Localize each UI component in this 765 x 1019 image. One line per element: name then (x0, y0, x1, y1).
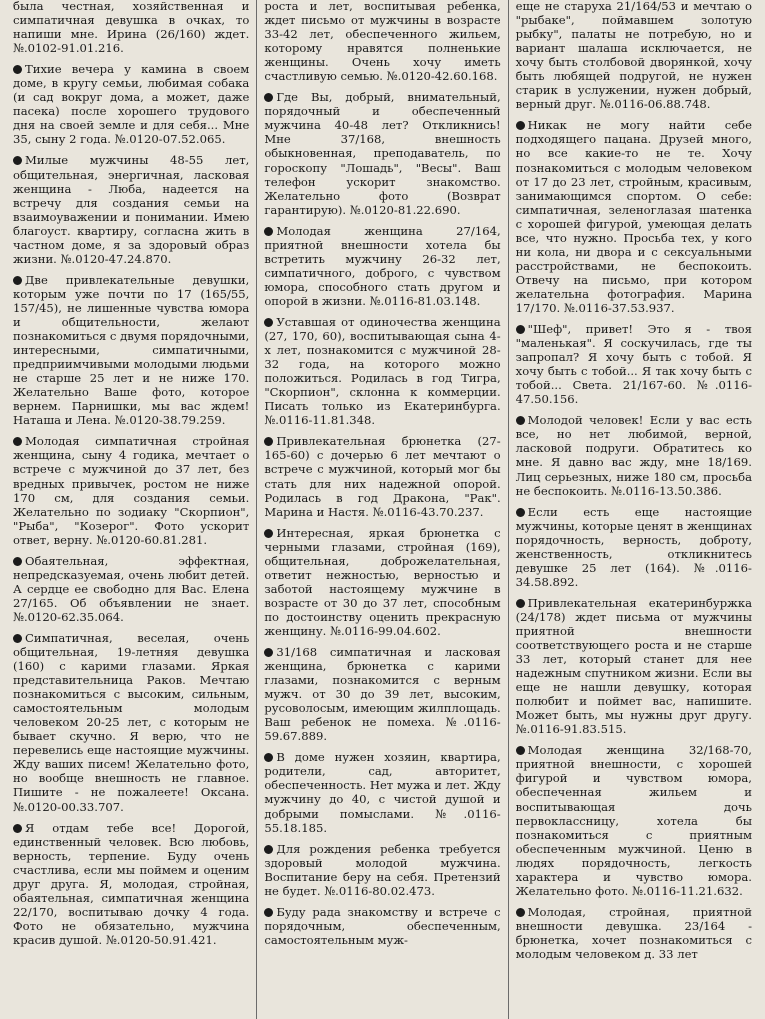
ad-text: Никак не могу найти себе подходящего пацана. Друзей много, но все какие-то не те. Хочу познакомиться с молодым человеком от 17 до 23 лет, стройным, красивым, занимающимся спортом. О себе: симпатичная, зеленоглазая шатенка с хорошей фигурой, умеющая делать все, что нужно. Просьба тех, у кого ни кола, ни двора и с сексуальными расстройствами, не беспокоить. Отвечу на письмо, при котором желательна фотография. Марина 17/170. №.0116-37.53.937. (515, 118, 752, 315)
personal-ad (516, 905, 752, 961)
ad-text: Молодая, стройная, приятной внешности девушка. 23/164 - брюнетка, хочет познакомиться с молодым человеком д. 33 лет (515, 904, 752, 961)
ad-text: Привлекательная брюнетка (27-165-60) с дочерью 6 лет мечтают о встрече с мужчиной, который мог бы стать для них надежной опорой. Родилась в год Дракона, "Рак". Марина и Настя. №.0116-43.70.237. (264, 434, 501, 519)
ad-text: Две привлекательные девушки, которым уже почти по 17 (165/55, 157/45), не лишенные чувства юмора и общительности, желают познакомиться с двумя порядочными, интересными, симпатичными, предприимчивыми молодыми людьми не старше 25 лет и не ниже 170. Желательно Ваше фото, которое вернем. Парнишки, мы вас ждем! Наташа и Лена. №.0120-38.79.259. (13, 272, 250, 428)
personal-ad (13, 153, 249, 265)
bullet-icon (13, 634, 22, 643)
ad-text: Если есть еще настоящие мужчины, которые ценят в женщинах порядочность, верность, доброту, женственность, откликнитесь девушке 25 лет (164). №.0116-34.58.892. (515, 504, 752, 589)
bullet-icon (516, 325, 525, 334)
ad-text: Где Вы, добрый, внимательный, порядочный и обеспеченный мужчина 40-48 лет? Откликнись! Мне 37/168, внешность обыкновенная, преподаватель, по гороскопу "Лошадь", "Весы". Ваш телефон ускорит знакомство. Желательно фото (Возврат гарантирую). №.0120-81.22.690. (264, 90, 501, 217)
ad-text: Молодая симпатичная стройная женщина, сыну 4 годика, мечтает о встрече с мужчиной до 37 лет, без вредных привычек, ростом не ниже 170 см, для создания семьи. Желательно по зодиаку "Скорпион", "Рыба", "Козерог". Фото ускорит ответ, верну. №.0120-60.81.281. (13, 434, 250, 547)
personal-ad (13, 273, 249, 428)
ad-text: Буду рада знакомству и встрече с порядочным, обеспеченным, самостоятельным муж- (264, 904, 501, 947)
personal-ad (516, 743, 752, 898)
bullet-icon (516, 121, 525, 130)
bullet-icon (264, 318, 273, 327)
personal-ad (264, 224, 500, 308)
personal-ad (264, 645, 500, 743)
ad-text: Молодая женщина 27/164, приятной внешности хотела бы встретить мужчину 26-32 лет, симпатичного, доброго, с чувством юмора, способного стать другом и опорой в жизни. №.0116-81.03.148. (264, 223, 501, 308)
ad-text: В доме нужен хозяин, квартира, родители, сад, авторитет, обеспеченность. Нет мужа и лет. Жду мужчину до 40, с чистой душой и добрыми помыслами. №.0116-55.18.185. (264, 750, 501, 835)
personal-ad (13, 62, 249, 146)
personal-ad (264, 842, 500, 898)
bullet-icon (264, 227, 273, 236)
bullet-icon (516, 416, 525, 425)
personal-ad (13, 631, 249, 814)
ad-text: Обаятельная, эффектная, непредсказуемая, очень любит детей. А сердце ее свободно для Вас. Елена 27/165. Об объявлении не знает. №.0120-62.35.064. (13, 553, 250, 624)
bullet-icon (264, 648, 273, 657)
column-left (6, 0, 257, 1019)
personal-ad (13, 554, 249, 624)
bullet-icon (13, 557, 22, 566)
ad-text: еще не старуха 21/164/53 и мечтаю о "рыбаке", поймавшем золотую рыбку", палаты не потребую, но и вариант шалаша исключается, не хочу быть столбовой дворянкой, хочу быть любящей подругой, не нужен старик в услужении, нужен добрый, верный друг. №.0116-06.88.748. (515, 0, 752, 112)
personal-ad (264, 434, 500, 518)
personal-ad (13, 821, 249, 947)
ad-text: была честная, хозяйственная и симпатичная девушка в очках, то напиши мне. Ирина (26/160) ждет. №.0102-91.01.216. (13, 0, 250, 56)
personal-ad (516, 505, 752, 589)
bullet-icon (264, 93, 273, 102)
ad-text: 31/168 симпатичная и ласковая женщина, брюнетка с карими глазами, познакомится с верным мужч. от 30 до 39 лет, высоким, русоволосым, имеющим жилплощадь. Ваш ребенок не помеха. №.0116-59.67.889. (264, 645, 501, 744)
bullet-icon (264, 753, 273, 762)
bullet-icon (264, 529, 273, 538)
bullet-icon (264, 908, 273, 917)
bullet-icon (516, 508, 525, 517)
bullet-icon (264, 845, 273, 854)
personal-ad (13, 0, 249, 55)
personal-ad (264, 905, 500, 947)
personal-ad (264, 526, 500, 638)
ad-text: Уставшая от одиночества женщина (27, 170, 60), воспитывающая сына 4-х лет, познакомится с мужчиной 28-32 года, на которого можно положиться. Родилась в год Тигра, "Скорпион", склонна к коммерции. Писать только из Екатеринбурга. №.0116-11.81.348. (264, 314, 501, 428)
personal-ad (516, 413, 752, 497)
ad-text: Милые мужчины 48-55 лет, общительная, энергичная, ласковая женщина - Люба, надеется на встречу для создания семьи на взаимоуважении и понимании. Имею благоуст. квартиру, согласна жить в частном доме, я за здоровый образ жизни. №.0120-47.24.870. (13, 153, 250, 266)
bullet-icon (13, 65, 22, 74)
column-middle (257, 0, 508, 1019)
ad-text: роста и лет, воспитывая ребенка, ждет письмо от мужчины в возрасте 33-42 лет, обеспеченного жильем, которому нравятся полненькие женщины. Очень хочу иметь счастливую семью. №.0120-42.60.168. (264, 0, 501, 84)
column-right (509, 0, 759, 1019)
personal-ad (13, 434, 249, 546)
ad-text: Привлекательная екатеринбуржка (24/178) ждет письма от мужчины приятной внешности соответствующего роста и не старше 33 лет, который станет для нее надежным спутником жизни. Если вы еще не нашли девушку, которая полюбит и поймет вас, напишите. Может быть, мы нужны друг другу. №.0116-91.83.515. (515, 595, 752, 737)
ad-text: "Шеф", привет! Это я - твоя "маленькая". Я соскучилась, где ты запропал? Я хочу быть с тобой. Я хочу быть с тобой... Я так хочу быть с тобой... Света. 21/167-60. №.0116-47.50.156. (515, 322, 752, 407)
bullet-icon (516, 746, 525, 755)
bullet-icon (13, 437, 22, 446)
ad-text: Тихие вечера у камина в своем доме, в кругу семьи, любимая собака (и сад вокруг дома, а может, даже пасека) после хорошего трудового дня на своей земле и для себя... Мне 35, сыну 2 года. №.0120-07.52.065. (13, 62, 250, 147)
personal-ad (264, 90, 500, 216)
ad-text: Симпатичная, веселая, очень общительная, 19-летняя девушка (160) с карими глазами. Яркая представительница Раков. Мечтаю познакомиться с высоким, сильным, самостоятельным молодым человеком 20-25 лет, с которым не бывает скучно. Я верю, что не перевелись еще настоящие мужчины. Жду ваших писем! Желательно фото, но вообще внешность не главное. Пишите - не пожалеете! Оксана. №.0120-00.33.707. (13, 630, 250, 814)
bullet-icon (516, 908, 525, 917)
personal-ad (264, 315, 500, 427)
bullet-icon (264, 437, 273, 446)
personal-ad (516, 0, 752, 111)
ad-text: Молодой человек! Если у вас есть все, но нет любимой, верной, ласковой подруги. Обратитесь ко мне. Я давно вас жду, мне 18/169. Лиц серьезных, ниже 180 см, просьба не беспокоить. №.0116-13.50.386. (515, 413, 752, 498)
ad-text: Молодая женщина 32/168-70, приятной внешности, с хорошей фигурой и чувством юмора, обеспеченная жильем и воспитывающая дочь первоклассницу, хотела бы познакомиться с приятным обеспеченным мужчиной. Ценю в людях порядочность, легкость характера и чувство юмора. Желательно фото. №.0116-11.21.632. (515, 743, 752, 898)
bullet-icon (13, 276, 22, 285)
bullet-icon (13, 824, 22, 833)
personal-ad (516, 118, 752, 315)
personal-ad (264, 0, 500, 83)
personal-ad (264, 750, 500, 834)
bullet-icon (516, 599, 525, 608)
personal-ad (516, 322, 752, 406)
personal-ad (516, 596, 752, 736)
ad-text: Я отдам тебе все! Дорогой, единственный человек. Всю любовь, верность, терпение. Буду очень счастлива, если мы поймем и оценим друг друга. Я, молодая, стройная, обаятельная, симпатичная женщина 22/170, воспитываю дочку 4 года. Фото не обязательно, мужчина красив душой. №.0120-50.91.421. (13, 820, 250, 947)
ad-text: Для рождения ребенка требуется здоровый молодой мужчина. Воспитание беру на себя. Претензий не будет. №.0116-80.02.473. (264, 841, 501, 898)
bullet-icon (13, 156, 22, 165)
ad-text: Интересная, яркая брюнетка с черными глазами, стройная (169), общительная, доброжелательная, ответит нежностью, верностью и заботой настоящему мужчине в возрасте от 30 до 37 лет, способным по достоинству оценить прекрасную женщину. №.0116-99.04.602. (264, 525, 501, 638)
